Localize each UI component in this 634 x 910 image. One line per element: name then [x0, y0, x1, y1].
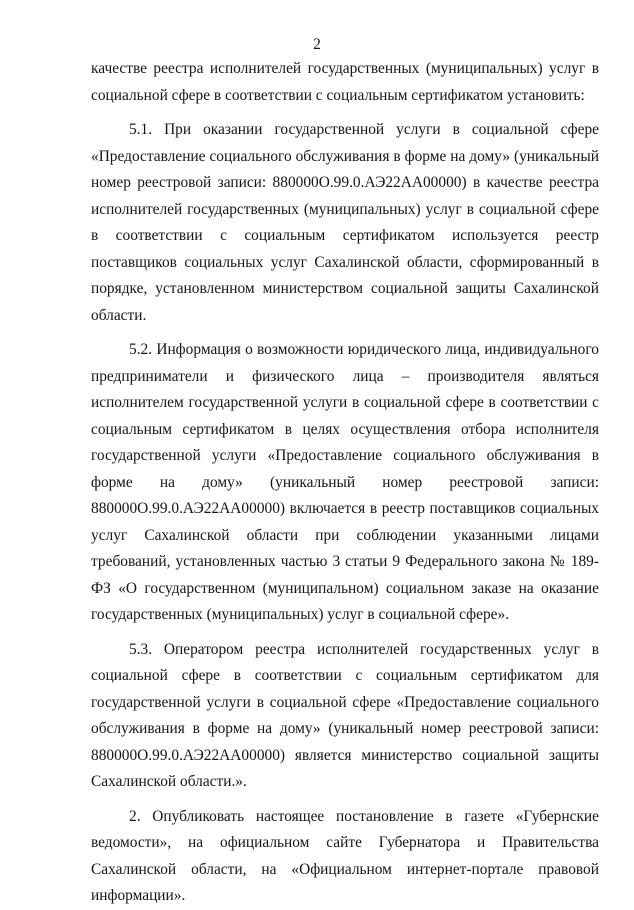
paragraph-continuation: качестве реестра исполнителей государственных (муниципальных) услуг в социальной сфере в соответствии с социальным сертификатом установить:: [91, 60, 599, 104]
paragraph-5-3: 5.3. Оператором реестра исполнителей государственных услуг в социальной сфере в соответствии с социальным сертификатом для государственной услуги в социальной сфере «Предоставление социального обслуживания в форме на дому» (уникальный номер реестровой записи: 880000О.99.0.АЭ22АА00000) является министерство социальной защиты Сахалинской области.».: [91, 640, 599, 790]
paragraph-5-2: 5.2. Информация о возможности юридического лица, индивидуального предприниматели и физического лица – производителя являться исполнителем государственной услуги в социальной сфере в соответствии с социальным сертификатом в целях осуществления отбора исполнителя государственной услуги «Предоставление социального обслуживания в форме на дому» (уникальный номер реестровой записи: 880000О.99.0.АЭ22АА00000) включается в реестр поставщиков социальных услуг Сахалинской области при соблюдении указанными лицами требований, установленных частью 3 статьи 9 Федерального закона № 189-ФЗ «О государственном (муниципальном) социальном заказе на оказание государственных (муниципальных) услуг в социальной сфере».: [91, 341, 599, 623]
paragraph-2-publish: 2. Опубликовать настоящее постановление в газете «Губернские ведомости», на официальном сайте Губернатора и Правительства Сахалинской области, на «Официальном интернет-портале правовой информации».: [91, 807, 599, 904]
document-body: [91, 56, 599, 910]
page-number: 2: [313, 36, 321, 53]
paragraph-5-1: 5.1. При оказании государственной услуги в социальной сфере «Предоставление социального обслуживания в форме на дому» (уникальный номер реестровой записи: 880000О.99.0.АЭ22АА00000) в качестве реестра исполнителей государственных (муниципальных) услуг в социальной сфере в соответствии с социальным сертификатом используется реестр поставщиков социальных услуг Сахалинской области, сформированный в порядке, установленном министерством социальной защиты Сахалинской области.: [91, 121, 599, 324]
